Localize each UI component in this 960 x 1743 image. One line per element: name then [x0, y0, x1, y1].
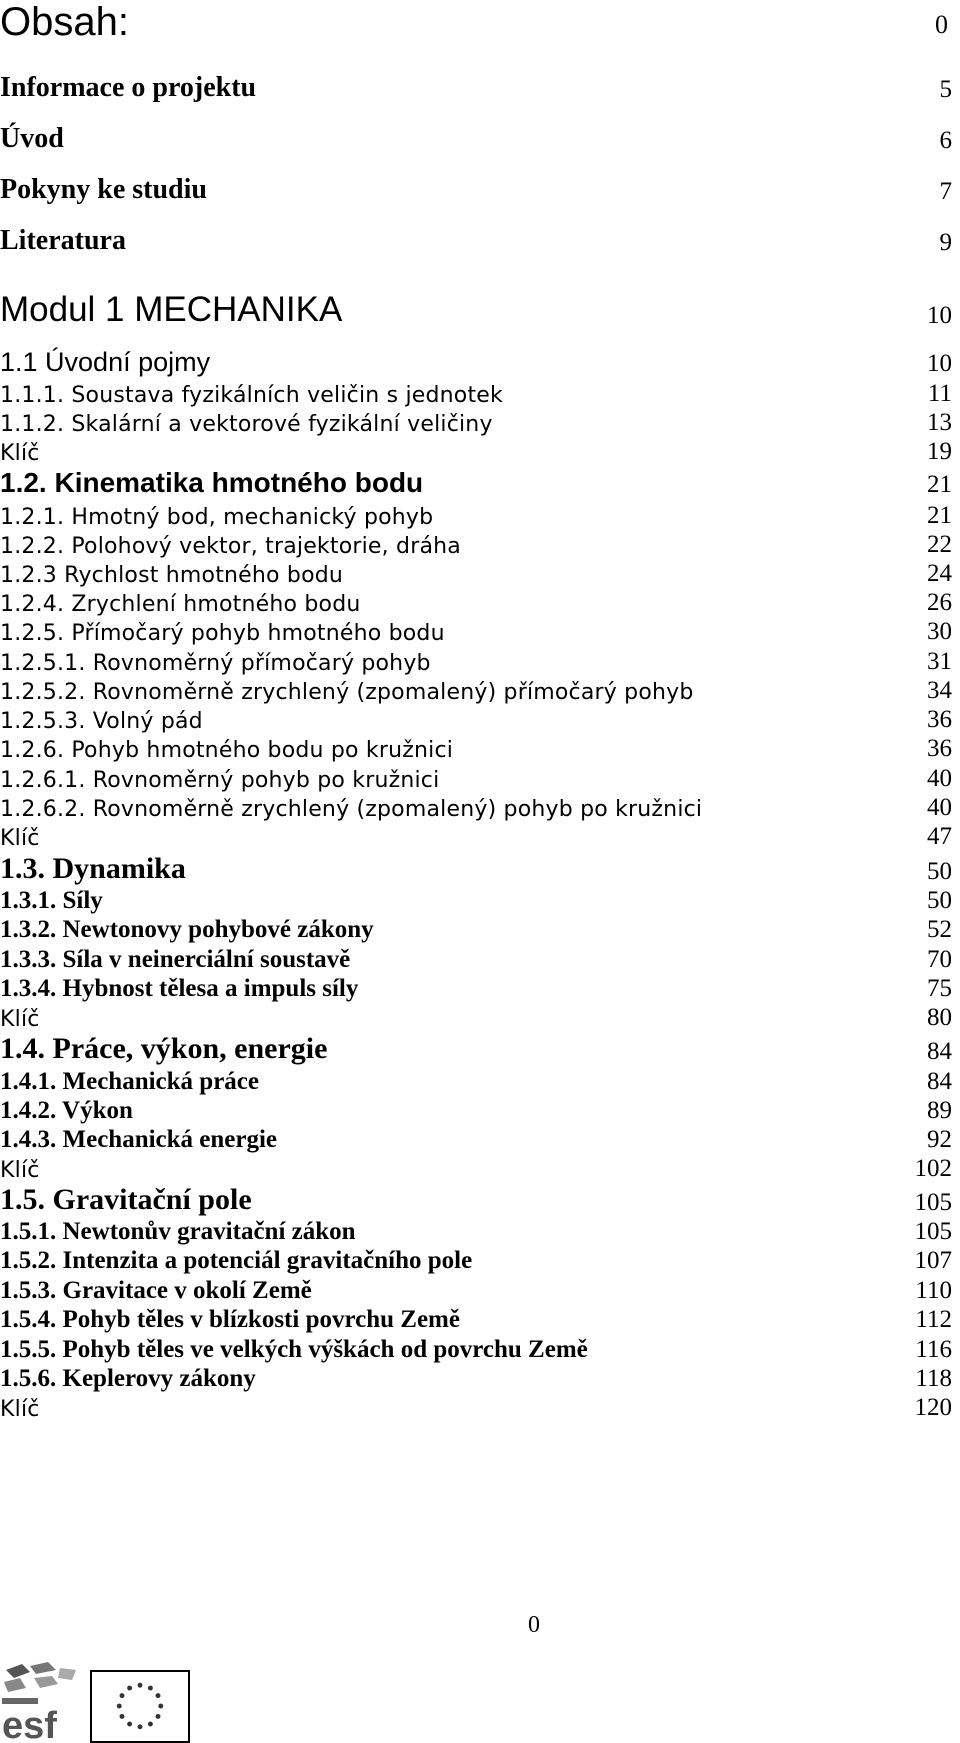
toc-title-page: 0 — [935, 10, 948, 39]
toc-entry-page: 34 — [927, 677, 952, 704]
toc-entry-page: 21 — [927, 502, 952, 529]
toc-title-text: Obsah — [0, 0, 118, 44]
toc-entry-title: 1.2.6.1. Rovnoměrný pohyb po kružnici — [0, 768, 440, 793]
toc-entry-page: 6 — [939, 127, 952, 154]
toc-entry-page: 84 — [927, 1038, 952, 1065]
toc-entry-page: 7 — [939, 178, 952, 205]
toc-entry-page: 50 — [927, 858, 952, 885]
toc-entry-page: 36 — [927, 706, 952, 733]
toc-entry-page: 11 — [927, 380, 952, 407]
toc-entry-page: 116 — [915, 1336, 952, 1363]
svg-text:esf: esf — [2, 1705, 57, 1743]
toc-entry-title: 1.4.2. Výkon — [0, 1097, 133, 1124]
toc-entry-title: 1.2.5.2. Rovnoměrně zrychlený (zpomalený) přímočarý pohyb — [0, 680, 694, 705]
toc-entry-page: 102 — [914, 1155, 952, 1182]
toc-entry-title: 1.1.1. Soustava fyzikálních veličin s jednotek — [0, 383, 503, 408]
toc-entry-page: 120 — [914, 1394, 952, 1421]
toc-entry-title: Literatura — [0, 225, 126, 256]
toc-entry-title: 1.3.4. Hybnost tělesa a impuls síly — [0, 975, 359, 1002]
toc-entry-page: 89 — [927, 1097, 952, 1124]
toc-entry-title: 1.3.3. Síla v neinerciální soustavě — [0, 946, 351, 973]
toc-row — [0, 1382, 958, 1422]
toc-entry-page: 118 — [915, 1365, 952, 1392]
toc-row — [0, 217, 958, 257]
toc-entry-page: 10 — [927, 350, 952, 377]
toc-entry-page: 21 — [927, 471, 952, 498]
toc-entry-page: 75 — [927, 975, 952, 1002]
toc-entry-title: 1.4.3. Mechanická energie — [0, 1126, 278, 1153]
toc-entry-title: 1.3.1. Síly — [0, 887, 103, 914]
toc-entry-title: Klíč — [0, 441, 40, 466]
toc-entry-page: 10 — [927, 302, 952, 329]
toc-entry-title: 1.4. Práce, výkon, energie — [0, 1032, 328, 1065]
toc-row — [0, 811, 958, 851]
page-number: 0 — [528, 1612, 540, 1638]
toc-entry-title: 1.5.3. Gravitace v okolí Země — [0, 1277, 312, 1304]
toc-entry-title: 1.2.6. Pohyb hmotného bodu po kružnici — [0, 738, 454, 763]
toc-row — [0, 115, 958, 155]
toc-row — [0, 64, 958, 104]
toc-entry-page: 52 — [927, 916, 952, 943]
toc-entry-page: 13 — [927, 409, 952, 436]
toc-entry-page: 107 — [914, 1247, 952, 1274]
toc-entry-title: 1.5.2. Intenzita a potenciál gravitačního pole — [0, 1247, 473, 1274]
toc-entry-title: 1.2.6.2. Rovnoměrně zrychlený (zpomalený) pohyb po kružnici — [0, 797, 703, 822]
toc-entry-page: 105 — [914, 1189, 952, 1216]
toc-entry-page: 40 — [927, 794, 952, 821]
toc-entry-page: 5 — [939, 76, 952, 103]
toc-entry-page: 84 — [927, 1068, 952, 1095]
toc-entry-page: 92 — [927, 1126, 952, 1153]
toc-entry-page: 112 — [915, 1306, 952, 1333]
toc-entry-title: Klíč — [0, 1158, 40, 1183]
toc-entry-title: 1.2.1. Hmotný bod, mechanický pohyb — [0, 505, 434, 530]
toc-entry-title: Modul 1 MECHANIKA — [0, 290, 343, 329]
toc-entry-title: 1.3.2. Newtonovy pohybové zákony — [0, 916, 374, 943]
toc-entry-page: 110 — [915, 1277, 952, 1304]
toc-entry-title: 1.5. Gravitační pole — [0, 1183, 252, 1216]
toc-entry-page: 19 — [927, 438, 952, 465]
toc-entry-page: 80 — [927, 1004, 952, 1031]
toc-entry-page: 47 — [927, 823, 952, 850]
toc-entry-title: 1.1.2. Skalární a vektorové fyzikální veličiny — [0, 412, 493, 437]
toc-entry-page: 70 — [927, 946, 952, 973]
toc-entry-title: 1.4.1. Mechanická práce — [0, 1068, 259, 1095]
toc-entry-title: Klíč — [0, 826, 40, 851]
toc-entry-page: 36 — [927, 735, 952, 762]
toc-entry-title: 1.2.2. Polohový vektor, trajektorie, dráha — [0, 534, 461, 559]
toc-entry-title: 1.5.5. Pohyb těles ve velkých výškách od povrchu Země — [0, 1336, 588, 1363]
toc-entry-title: 1.2.4. Zrychlení hmotného bodu — [0, 592, 361, 617]
toc-entry-title: 1.3. Dynamika — [0, 852, 186, 885]
toc-entry-page: 31 — [927, 648, 952, 675]
esf-logo — [0, 1660, 82, 1743]
toc-entry-title: Pokyny ke studiu — [0, 174, 207, 205]
toc-entry-page: 22 — [927, 531, 952, 558]
toc-row — [0, 166, 958, 206]
toc-entry-page: 105 — [914, 1218, 952, 1245]
toc-title-colon: : — [117, 0, 129, 44]
toc-entry-page: 24 — [927, 560, 952, 587]
toc-entry-page: 26 — [927, 589, 952, 616]
toc-entry-page: 30 — [927, 618, 952, 645]
toc-entry-title: 1.2.5.3. Volný pád — [0, 709, 203, 734]
toc-entry-title: 1.5.6. Keplerovy zákony — [0, 1365, 256, 1392]
toc-row — [0, 290, 958, 330]
toc-entry-page: 50 — [927, 887, 952, 914]
toc-entry-page: 40 — [927, 765, 952, 792]
toc-entry-title: 1.2.5. Přímočarý pohyb hmotného bodu — [0, 621, 445, 646]
toc-entry-title: 1.2.3 Rychlost hmotného bodu — [0, 563, 344, 588]
toc-entry-title: 1.2.5.1. Rovnoměrný přímočarý pohyb — [0, 651, 431, 676]
toc-entry-title: Úvod — [0, 123, 64, 154]
toc-entry-title: 1.5.1. Newtonův gravitační zákon — [0, 1218, 356, 1245]
toc-entry-title: Informace o projektu — [0, 72, 257, 103]
toc-entry-page: 9 — [939, 229, 952, 256]
toc-entry-title: 1.5.4. Pohyb těles v blízkosti povrchu Země — [0, 1306, 460, 1333]
toc-entry-title: Klíč — [0, 1007, 40, 1032]
toc-entry-title: 1.2. Kinematika hmotného bodu — [0, 467, 424, 498]
toc-entry-title: Klíč — [0, 1397, 40, 1422]
toc-entry-title: 1.1 Úvodní pojmy — [0, 347, 211, 377]
eu-flag-logo — [90, 1670, 190, 1743]
